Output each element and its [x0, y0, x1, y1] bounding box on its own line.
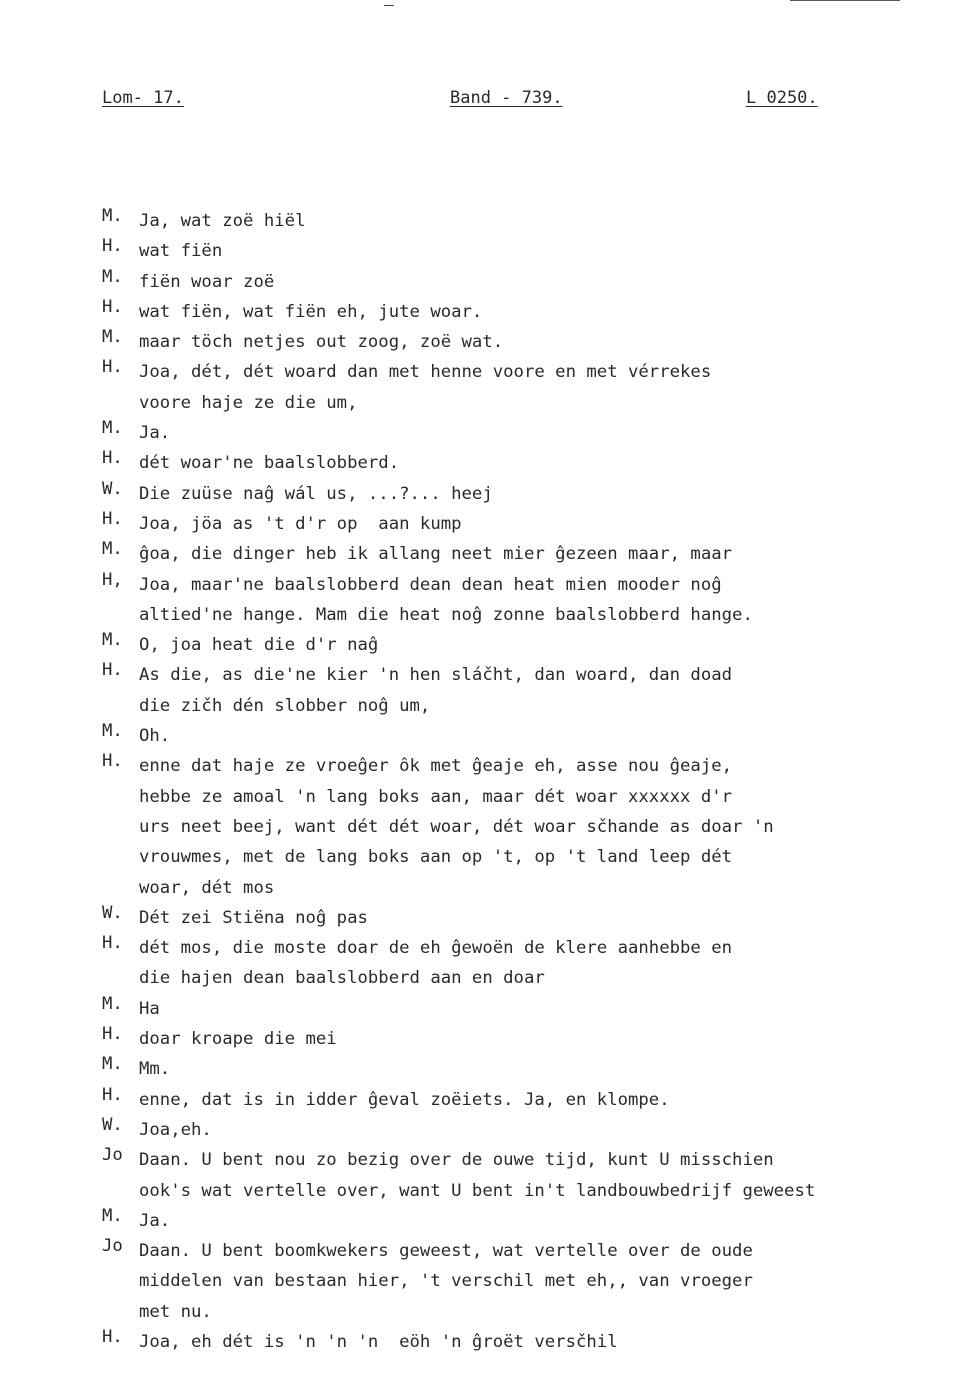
- transcript-turn: [102, 206, 952, 236]
- utterance-line: fiën woar zoë: [139, 271, 275, 292]
- utterance-line: enne dat haje ze vroeĝer ôk met ĝeaje eh, asse nou ĝeaje,: [139, 756, 733, 777]
- transcript: [102, 206, 952, 1357]
- transcript-turn: [102, 1085, 952, 1115]
- transcript-turn: [102, 448, 952, 478]
- utterance: [139, 539, 952, 569]
- utterance-line: Joa, dét, dét woard dan met henne voore en met vérrekes: [139, 362, 712, 383]
- transcript-turn: [102, 1024, 952, 1054]
- utterance: [139, 206, 952, 236]
- speaker-label: H.: [102, 508, 123, 529]
- utterance: [139, 933, 952, 994]
- utterance: [139, 1024, 952, 1054]
- utterance-line: Mm.: [139, 1059, 171, 1080]
- utterance-line: Ha: [139, 998, 160, 1019]
- utterance: [139, 236, 952, 266]
- utterance: [139, 357, 952, 418]
- speaker-label: W.: [102, 1114, 123, 1135]
- utterance-line: maar töch netjes out zoog, zoë wat.: [139, 332, 504, 353]
- transcript-turn: [102, 630, 952, 660]
- utterance: [139, 1085, 952, 1115]
- header-tape-number: Band - 739.: [450, 88, 563, 108]
- utterance: [139, 660, 952, 721]
- top-edge-rule: [790, 0, 900, 1]
- transcript-turn: [102, 1145, 952, 1206]
- utterance: [139, 630, 952, 660]
- speaker-label: M.: [102, 327, 123, 348]
- utterance: [139, 751, 952, 902]
- utterance-line: woar, dét mos: [139, 877, 275, 898]
- speaker-label: H.: [102, 1084, 123, 1105]
- utterance-line: Joa, maar'ne baalslobberd dean dean heat mien mooder noĝ: [139, 574, 722, 595]
- utterance: [139, 509, 952, 539]
- transcript-turn: [102, 1054, 952, 1084]
- speaker-label: W.: [102, 478, 123, 499]
- speaker-label: M.: [102, 418, 123, 439]
- utterance-line: doar kroape die mei: [139, 1029, 337, 1050]
- speaker-label: W.: [102, 902, 123, 923]
- transcript-turn: [102, 1327, 952, 1357]
- utterance-line: ook's wat vertelle over, want U bent in't landbouwbedrijf geweest: [139, 1180, 816, 1201]
- utterance-line: urs neet beej, want dét dét woar, dét woar sčhande as doar 'n: [139, 816, 774, 837]
- utterance: [139, 903, 952, 933]
- speaker-label: Jo: [102, 1145, 123, 1166]
- transcript-turn: [102, 994, 952, 1024]
- utterance-line: ĝoa, die dinger heb ik allang neet mier ĝezeen maar, maar: [139, 544, 733, 565]
- speaker-label: H.: [102, 357, 123, 378]
- transcript-turn: [102, 1115, 952, 1145]
- utterance-line: met nu.: [139, 1301, 212, 1322]
- speaker-label: M.: [102, 721, 123, 742]
- transcript-turn: [102, 327, 952, 357]
- transcript-turn: [102, 267, 952, 297]
- utterance-line: altied'ne hange. Mam die heat noĝ zonne baalslobberd hange.: [139, 604, 753, 625]
- speaker-label: H,: [102, 569, 123, 590]
- utterance: [139, 1145, 952, 1206]
- speaker-label: M.: [102, 630, 123, 651]
- transcript-turn: [102, 236, 952, 266]
- utterance: [139, 721, 952, 751]
- transcript-turn: [102, 1236, 952, 1327]
- utterance: [139, 327, 952, 357]
- transcript-turn: [102, 418, 952, 448]
- speaker-label: H.: [102, 1024, 123, 1045]
- utterance: [139, 267, 952, 297]
- utterance-line: wat fiën, wat fiën eh, jute woar.: [139, 301, 483, 322]
- utterance-line: Joa, jöa as 't d'r op aan kump: [139, 513, 462, 534]
- utterance-line: O, joa heat die d'r naĝ: [139, 635, 379, 656]
- utterance-line: As die, as die'ne kier 'n hen sláčht, dan woard, dan doad: [139, 665, 733, 686]
- speaker-label: H.: [102, 933, 123, 954]
- utterance-line: hebbe ze amoal 'n lang boks aan, maar dét woar xxxxxx d'r: [139, 786, 733, 807]
- utterance-line: die zičh dén slobber noĝ um,: [139, 695, 431, 716]
- utterance-line: Die zuüse naĝ wál us, ...?... heej: [139, 483, 493, 504]
- utterance-line: dét woar'ne baalslobberd.: [139, 453, 400, 474]
- transcript-turn: [102, 297, 952, 327]
- transcript-turn: [102, 357, 952, 418]
- header-reference: Lom- 17.: [102, 88, 184, 108]
- utterance-line: middelen van bestaan hier, 't verschil met eh,, van vroeger: [139, 1271, 753, 1292]
- utterance-line: Oh.: [139, 726, 171, 747]
- speaker-label: M.: [102, 1205, 123, 1226]
- utterance-line: enne, dat is in idder ĝeval zoëiets. Ja, en klompe.: [139, 1089, 670, 1110]
- speaker-label: H.: [102, 296, 123, 317]
- speaker-label: M.: [102, 266, 123, 287]
- utterance: [139, 1206, 952, 1236]
- utterance-line: wat fiën: [139, 241, 223, 262]
- speaker-label: H.: [102, 660, 123, 681]
- speaker-label: M.: [102, 1054, 123, 1075]
- speaker-label: H.: [102, 448, 123, 469]
- transcript-turn: [102, 570, 952, 631]
- speaker-label: Jo: [102, 1236, 123, 1257]
- header-page-code: L 0250.: [746, 88, 818, 108]
- utterance-line: Ja.: [139, 423, 171, 444]
- utterance: [139, 1115, 952, 1145]
- transcript-turn: [102, 539, 952, 569]
- utterance-line: voore haje ze die um,: [139, 392, 358, 413]
- top-edge-mark: [384, 5, 394, 6]
- utterance: [139, 570, 952, 631]
- utterance-line: Ja, wat zoë hiël: [139, 211, 306, 231]
- speaker-label: H.: [102, 236, 123, 257]
- transcript-turn: [102, 1206, 952, 1236]
- utterance: [139, 418, 952, 448]
- utterance-line: Daan. U bent boomkwekers geweest, wat vertelle over de oude: [139, 1241, 753, 1262]
- utterance: [139, 1054, 952, 1084]
- utterance: [139, 994, 952, 1024]
- transcript-turn: [102, 509, 952, 539]
- utterance-line: die hajen dean baalslobberd aan en doar: [139, 968, 545, 989]
- utterance-line: Joa, eh dét is 'n 'n 'n eöh 'n ĝroët versčhil: [139, 1331, 618, 1352]
- speaker-label: H.: [102, 751, 123, 772]
- transcript-turn: [102, 903, 952, 933]
- page-header: [0, 88, 973, 112]
- utterance-line: Daan. U bent nou zo bezig over de ouwe tijd, kunt U misschien: [139, 1150, 774, 1171]
- utterance-line: Joa,eh.: [139, 1119, 212, 1140]
- utterance-line: dét mos, die moste doar de eh ĝewoën de klere aanhebbe en: [139, 938, 733, 959]
- transcript-turn: [102, 751, 952, 902]
- utterance: [139, 297, 952, 327]
- utterance: [139, 479, 952, 509]
- speaker-label: M.: [102, 539, 123, 560]
- transcript-turn: [102, 933, 952, 994]
- speaker-label: H.: [102, 1326, 123, 1347]
- utterance-line: vrouwmes, met de lang boks aan op 't, op 't land leep dét: [139, 847, 733, 868]
- transcript-turn: [102, 660, 952, 721]
- transcript-turn: [102, 479, 952, 509]
- speaker-label: M.: [102, 206, 123, 226]
- utterance: [139, 1327, 952, 1357]
- utterance: [139, 448, 952, 478]
- utterance: [139, 1236, 952, 1327]
- speaker-label: M.: [102, 993, 123, 1014]
- utterance-line: Dét zei Stiëna noĝ pas: [139, 907, 368, 928]
- utterance-line: Ja.: [139, 1210, 171, 1231]
- transcript-turn: [102, 721, 952, 751]
